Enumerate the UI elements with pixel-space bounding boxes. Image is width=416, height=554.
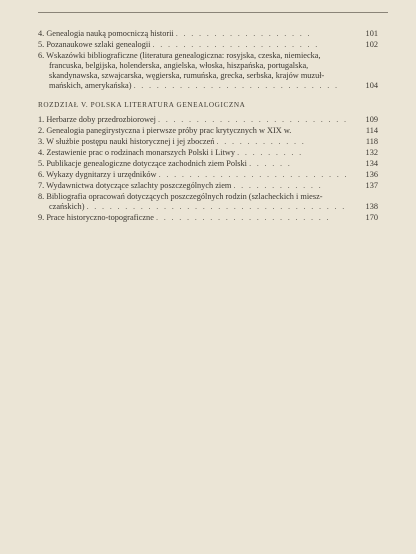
toc-entry bbox=[38, 126, 378, 136]
toc-entry: 1. Herbarze doby przedrozbiorowej . . . . . . . . . . . . . . . . . . . . . . . . . bbox=[38, 115, 348, 124]
entry-title: Genealogia panegirystyczna i pierwsze próby prac krytycznych w XIX w. bbox=[46, 126, 292, 135]
entry-title: Wykazy dygnitarzy i urzędników bbox=[46, 170, 157, 179]
entry-number: 4. bbox=[38, 148, 45, 157]
toc-entry: 4. Genealogia nauką pomocniczą historii . . . . . . . . . . . . . . . . . . bbox=[38, 29, 312, 38]
toc-entry: 5. Pozanaukowe szlaki genealogii . . . . . . . . . . . . . . . . . . . . . . bbox=[38, 40, 320, 49]
entry-number: 8. bbox=[38, 192, 45, 201]
entry-title: Pozanaukowe szlaki genealogii bbox=[46, 40, 151, 49]
entry-title: Prace historyczno-topograficzne bbox=[46, 213, 154, 222]
entry-title-line-3: skandynawska, szwajcarska, węgierska, rumuńska, grecka, serbska, krajów muzuł- bbox=[49, 71, 325, 80]
entry-page: 170 bbox=[365, 213, 378, 222]
entry-page: 132 bbox=[365, 148, 378, 157]
chapter-heading: ROZDZIAŁ V. POLSKA LITERATURA GENEALOGICZNA bbox=[38, 101, 246, 109]
entry-page: 114 bbox=[365, 126, 378, 135]
toc-entry: 4. Zestawienie prac o rodzinach monarszych Polski i Litwy . . . . . . . . . bbox=[38, 148, 303, 157]
entry-number: 6. bbox=[38, 170, 45, 179]
entry-title: Wydawnictwa dotyczące szlachty poszczególnych ziem bbox=[46, 181, 232, 190]
toc-entry: 5. Publikacje genealogiczne dotyczące zachodnich ziem Polski . . . . . . bbox=[38, 159, 292, 168]
entry-page: 136 bbox=[365, 170, 378, 179]
entry-title-line-1: Bibliografia opracowań dotyczących poszczególnych rodzin (szlacheckich i miesz- bbox=[46, 192, 323, 201]
entry-number: 9. bbox=[38, 213, 45, 222]
entry-title-line-4: mańskich, amerykańska) bbox=[49, 81, 132, 90]
toc-entry-multiline: 8. Bibliografia opracowań dotyczących poszczególnych rodzin (szlacheckich i miesz- czańskich) . . . . . . . . . . . . . . . . . . . . . . . . . . . . . . . . . . bbox=[38, 192, 347, 211]
entry-title: Genealogia nauką pomocniczą historii bbox=[46, 29, 174, 38]
toc-entry: 3. W służbie postępu nauki historycznej i jej zboczeń . . . . . . . . . . . . bbox=[38, 137, 306, 146]
entry-number: 5. bbox=[38, 40, 45, 49]
entry-title: W służbie postępu nauki historycznej i jej zboczeń bbox=[46, 137, 215, 146]
entry-number: 2. bbox=[38, 126, 45, 135]
entry-number: 1. bbox=[38, 115, 45, 124]
entry-title-line-2: czańskich) bbox=[49, 202, 85, 211]
entry-title: Publikacje genealogiczne dotyczące zachodnich ziem Polski bbox=[46, 159, 247, 168]
entry-page: 137 bbox=[365, 181, 378, 190]
entry-page: 104 bbox=[365, 81, 378, 90]
entry-page: 109 bbox=[365, 115, 378, 124]
toc-entry: 9. Prace historyczno-topograficzne . . . . . . . . . . . . . . . . . . . . . . . bbox=[38, 213, 331, 222]
entry-number: 3. bbox=[38, 137, 45, 146]
entry-number: 5. bbox=[38, 159, 45, 168]
entry-title: Herbarze doby przedrozbiorowej bbox=[46, 115, 156, 124]
entry-title: Zestawienie prac o rodzinach monarszych Polski i Litwy bbox=[46, 148, 236, 157]
toc-entry: 7. Wydawnictwa dotyczące szlachty poszczególnych ziem . . . . . . . . . . . . bbox=[38, 181, 323, 190]
entry-page: 138 bbox=[365, 202, 378, 211]
entry-page: 134 bbox=[365, 159, 378, 168]
entry-number: 7. bbox=[38, 181, 45, 190]
entry-title-line-1: Wskazówki bibliograficzne (literatura genealogiczna: rosyjska, czeska, niemiecka, bbox=[46, 51, 321, 60]
toc-entry-multiline: 6. Wskazówki bibliograficzne (literatura genealogiczna: rosyjska, czeska, niemiecka, francuska, belgijska, holenderska, angielska, włoska, hiszpańska, portugalska, skandynawska, szwajcarska, węgierska, rumuńska, grecka, serbska, krajów muzuł- mańskich, amerykańska) . . . . . . . . . . . . . . . . . . . . . . . . . . . bbox=[38, 51, 378, 91]
entry-page: 102 bbox=[365, 40, 378, 49]
entry-number: 4. bbox=[38, 29, 45, 38]
entry-title-line-2: francuska, belgijska, holenderska, angielska, włoska, hiszpańska, portugalska, bbox=[49, 61, 309, 70]
entry-page: 101 bbox=[365, 29, 378, 38]
toc-entry: 6. Wykazy dygnitarzy i urzędników . . . . . . . . . . . . . . . . . . . . . . . . . bbox=[38, 170, 349, 179]
entry-page: 118 bbox=[365, 137, 378, 146]
top-rule bbox=[38, 12, 388, 13]
entry-number: 6. bbox=[38, 51, 45, 60]
